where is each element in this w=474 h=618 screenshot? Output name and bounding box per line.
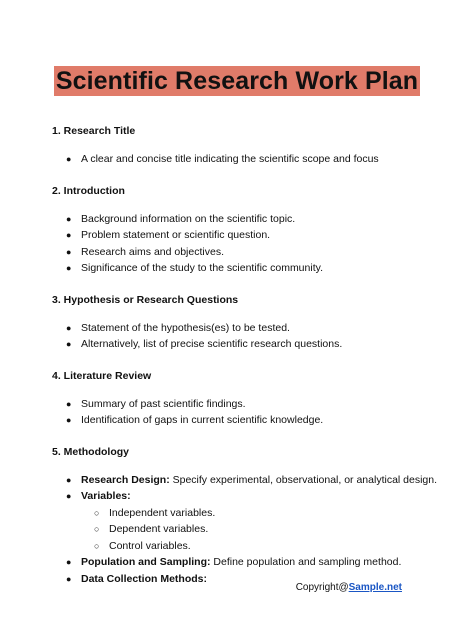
list-item-variables: [52, 488, 452, 505]
list-item-text: Summary of past scientific findings.: [81, 397, 246, 410]
section-heading-research-title: 1. Research Title: [52, 125, 136, 137]
hollow-bullet-icon: ○: [94, 507, 100, 518]
bullet-icon: ●: [66, 491, 72, 501]
bullet-icon: ●: [66, 230, 72, 240]
bullet-icon: ●: [66, 213, 72, 224]
research-design-label: Research Design:: [81, 473, 170, 486]
list-item: [52, 396, 452, 413]
list-item-text: Significance of the study to the scientific community.: [81, 262, 324, 274]
list-item: [52, 227, 452, 244]
section-heading-hypothesis: 3. Hypothesis or Research Questions: [52, 293, 239, 306]
sub-list-item-text: Independent variables.: [109, 506, 216, 519]
hollow-bullet-icon: ○: [94, 524, 100, 534]
bullet-icon: ●: [66, 474, 72, 485]
list-item-text: Statement of the hypothesis(es) to be tested.: [81, 321, 290, 334]
document-body: [52, 116, 452, 587]
population-label: Population and Sampling:: [81, 556, 211, 568]
list-item-text: Alternatively, list of precise scientific research questions.: [81, 338, 343, 350]
list-item-text: Identification of gaps in current scientific knowledge.: [81, 414, 324, 426]
bullet-icon: ●: [66, 415, 72, 425]
list-item: [52, 260, 452, 277]
list-item: [52, 336, 452, 353]
variables-label: Variables:: [81, 490, 131, 502]
section-list-literature-review: [52, 396, 452, 429]
list-item: [52, 320, 452, 337]
list-item: [52, 244, 452, 261]
bullet-icon: ●: [66, 557, 72, 567]
hollow-bullet-icon: ○: [94, 540, 100, 551]
bullet-icon: ●: [66, 154, 72, 164]
list-item: [52, 211, 452, 228]
section-heading-introduction: 2. Introduction: [52, 184, 125, 197]
variables-sublist: [52, 505, 452, 555]
footer-prefix: Copyright@: [295, 582, 349, 593]
footer-copyright: [296, 582, 402, 593]
list-item-text: A clear and concise title indicating the scientific scope and focus: [81, 153, 379, 165]
data-collection-label: Data Collection Methods:: [81, 572, 208, 585]
section-list-introduction: [52, 211, 452, 277]
list-item: [52, 151, 452, 168]
list-item-population: [52, 554, 452, 571]
title-wrap: [0, 66, 474, 96]
document-title: Scientific Research Work Plan: [55, 67, 419, 95]
footer-link[interactable]: Sample.net: [348, 582, 402, 593]
bullet-icon: ●: [66, 398, 72, 409]
section-list-research-title: [52, 151, 452, 168]
research-design-text: Specify experimental, observational, or analytical design.: [169, 473, 438, 486]
bullet-icon: ●: [66, 246, 72, 257]
population-text: Define population and sampling method.: [210, 556, 402, 568]
list-item: [52, 412, 452, 429]
bullet-icon: ●: [66, 573, 72, 584]
sub-list-item-text: Control variables.: [109, 539, 191, 552]
variables-sublist-wrap: [52, 505, 452, 555]
section-list-methodology: [52, 472, 452, 588]
section-list-hypothesis: [52, 320, 452, 353]
section-heading-literature-review: 4. Literature Review: [52, 369, 152, 382]
list-item-research-design: [52, 472, 452, 489]
sub-list-item: [52, 538, 452, 555]
list-item-text: Research aims and objectives.: [81, 245, 224, 258]
list-item-text: Background information on the scientific topic.: [81, 212, 296, 225]
sub-list-item: [52, 505, 452, 522]
sub-list-item-text: Dependent variables.: [109, 523, 209, 535]
list-item-text: Problem statement or scientific question.: [81, 229, 271, 241]
bullet-icon: ●: [66, 339, 72, 349]
bullet-icon: ●: [66, 263, 72, 273]
bullet-icon: ●: [66, 322, 72, 333]
section-heading-methodology: 5. Methodology: [52, 445, 129, 458]
sub-list-item: [52, 521, 452, 538]
